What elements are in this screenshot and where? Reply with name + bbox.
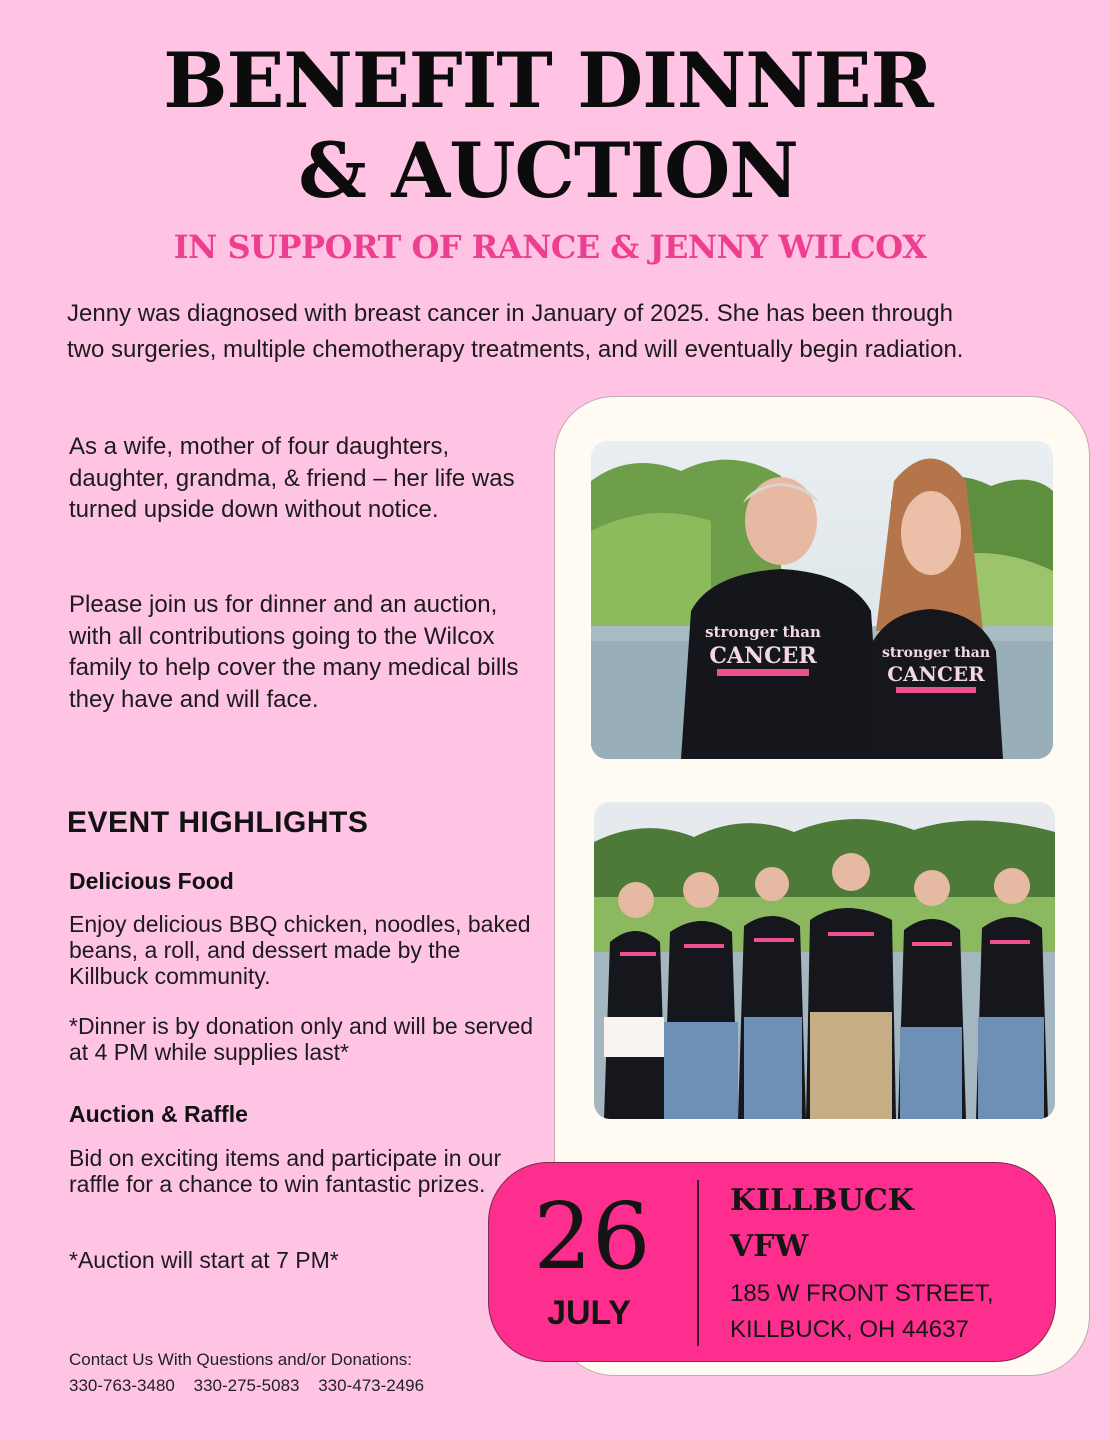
event-highlights-heading: EVENT HIGHLIGHTS — [67, 806, 369, 839]
venue-line-2: VFW — [730, 1229, 809, 1264]
family-photo — [594, 802, 1055, 1119]
event-day: 26 — [533, 1183, 651, 1290]
invitation-paragraph: Please join us for dinner and an auction, with all contributions going to the Wilcox family to help cover the many medical bills they have and will face. — [69, 591, 519, 713]
venue-name — [730, 1178, 1050, 1270]
dinner-note: *Dinner is by donation only and will be served at 4 PM while supplies last* — [69, 1013, 534, 1065]
shirt-text-4: CANCER — [887, 662, 985, 686]
auction-note: *Auction will start at 7 PM* — [69, 1247, 339, 1273]
auction-heading: Auction & Raffle — [69, 1101, 248, 1127]
intro-paragraph: Jenny was diagnosed with breast cancer in January of 2025. She has been through two surgeries, multiple chemotherapy treatments, and will eventually begin radiation. — [67, 300, 964, 363]
venue-line-1: KILLBUCK — [730, 1183, 914, 1218]
address-line-2: KILLBUCK, OH 44637 — [730, 1316, 969, 1343]
title-line-1: BENEFIT DINNER — [163, 36, 933, 125]
phone-number-1[interactable]: 330-763-3480 — [69, 1376, 175, 1395]
food-description: Enjoy delicious BBQ chicken, noodles, baked beans, a roll, and dessert made by the Killbuck community. — [69, 911, 531, 989]
event-month: JULY — [547, 1294, 631, 1332]
shirt-text-3: stronger than — [881, 645, 991, 661]
address-line-1: 185 W FRONT STREET, — [730, 1280, 994, 1307]
family-paragraph: As a wife, mother of four daughters, daughter, grandma, & friend – her life was turned upside down without notice. — [69, 433, 515, 523]
divider — [697, 1180, 699, 1346]
auction-description: Bid on exciting items and participate in our raffle for a chance to win fantastic prizes. — [69, 1145, 502, 1197]
shirt-text-2: CANCER — [709, 643, 817, 669]
title-line-2: & AUCTION — [298, 126, 798, 215]
shirt-text-1: stronger than — [705, 623, 821, 641]
phone-number-2[interactable]: 330-275-5083 — [193, 1376, 300, 1395]
subtitle: IN SUPPORT OF RANCE & JENNY WILCOX — [173, 228, 927, 266]
food-heading: Delicious Food — [69, 868, 234, 894]
contact-phones — [69, 1376, 438, 1396]
venue-address — [730, 1276, 1050, 1348]
contact-label: Contact Us With Questions and/or Donations: — [69, 1350, 412, 1369]
couple-photo — [591, 441, 1053, 759]
phone-number-3[interactable]: 330-473-2496 — [318, 1376, 425, 1395]
